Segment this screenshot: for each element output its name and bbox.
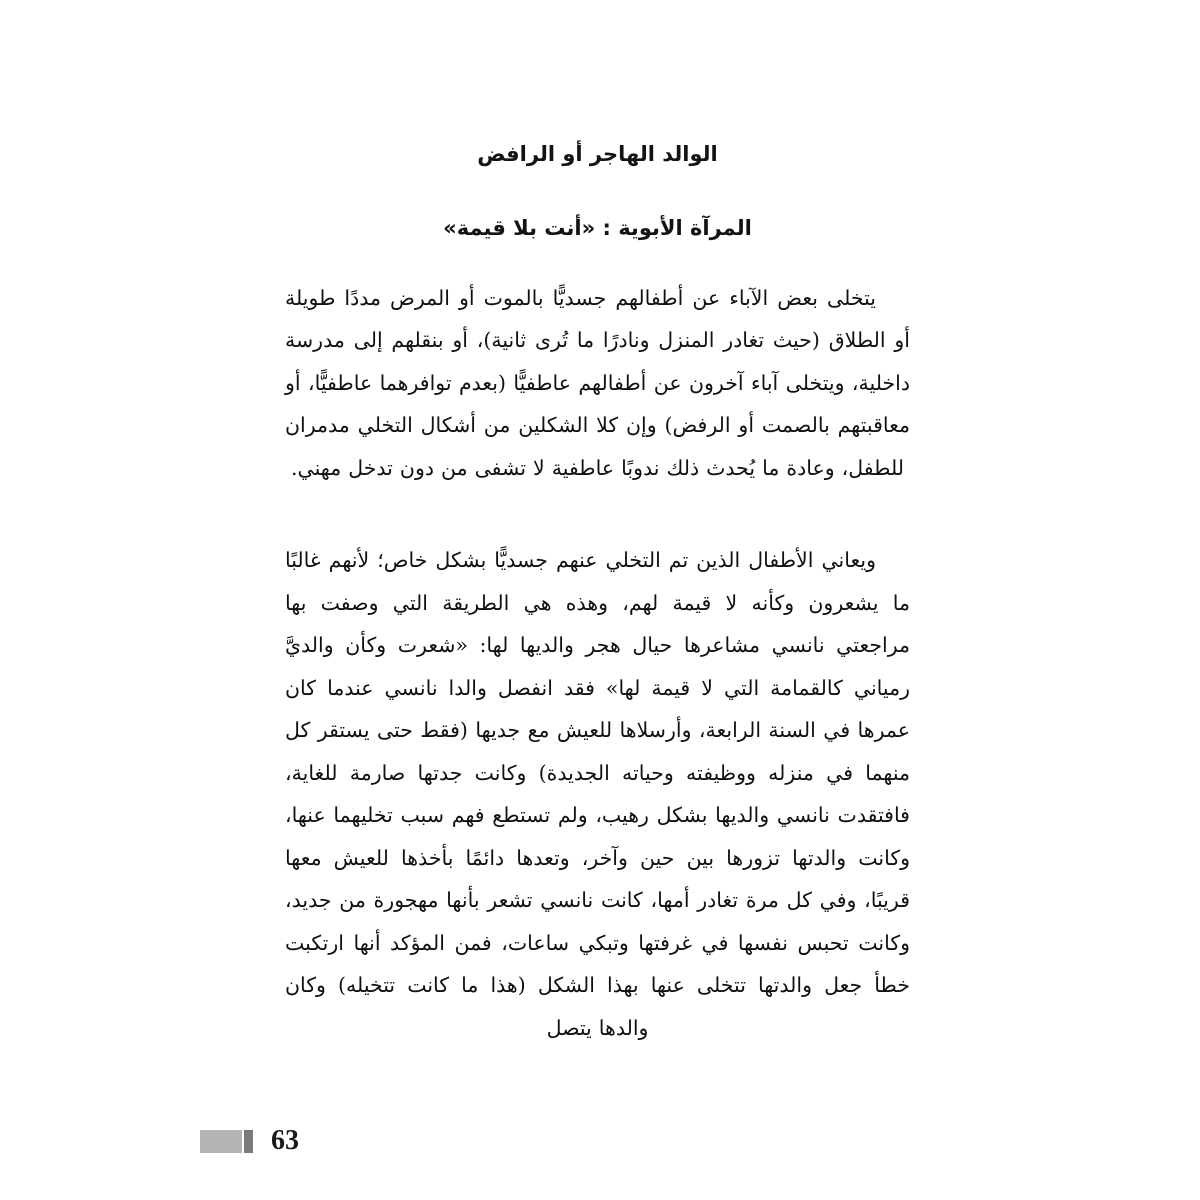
page-content xyxy=(285,0,910,1049)
page-number: 63 xyxy=(271,1125,299,1156)
footer-marker-dark-icon xyxy=(244,1130,253,1153)
chapter-heading: الوالد الهاجر أو الرافض xyxy=(477,142,718,166)
paragraph: يتخلى بعض الآباء عن أطفالهم جسديًّا بالموت أو المرض مددًا طويلة أو الطلاق (حيث تغادر المنزل ونادرًا ما تُرى ثانية)، أو بنقلهم إلى مدرسة داخلية، ويتخلى آباء آخرون عن أطفالهم عاطفيًّا (بعدم توافرهما عاطفيًّا، أو معاقبتهم بالصمت أو الرفض) وإن كلا الشكلين من أشكال التخلي مدمران للطفل، وعادة ما يُحدث ذلك ندوبًا عاطفية لا تشفى من دون تدخل مهني. xyxy=(285,285,910,480)
paragraph: ويعاني الأطفال الذين تم التخلي عنهم جسديًّا بشكل خاص؛ لأنهم غالبًا ما يشعرون وكأنه لا قيمة لهم، وهذه هي الطريقة التي وصفت بها مراجعتي نانسي مشاعرها حيال هجر والديها لها: «شعرت وكأن والديَّ رمياني كالقمامة التي لا قيمة لها» فقد انفصل والدا نانسي عندما كان عمرها في السنة الرابعة، وأرسلاها للعيش مع جديها (فقط حتى يستقر كل منهما في منزله ووظيفته وحياته الجديدة) وكانت جدتها صارمة للغاية، فافتقدت نانسي والديها بشكل رهيب، ولم تستطع فهم سبب تخليهما عنها، وكانت والدتها تزورها بين حين وآخر، وتعدها دائمًا بأخذها للعيش معها قريبًا، وفي كل مرة تغادر أمها، كانت نانسي تشعر بأنها مهجورة من جديد، وكانت تحبس نفسها في غرفتها وتبكي ساعات، فمن المؤكد أنها ارتكبت خطأ جعل والدتها تتخلى عنها بهذا الشكل (هذا ما كانت تتخيله) وكان والدها يتصل xyxy=(285,548,910,1040)
section-heading: المرآة الأبوية : «أنت بلا قيمة» xyxy=(443,216,752,241)
body-text xyxy=(285,277,910,1050)
footer-marker-light-icon xyxy=(200,1130,242,1153)
page-footer xyxy=(200,1127,299,1155)
